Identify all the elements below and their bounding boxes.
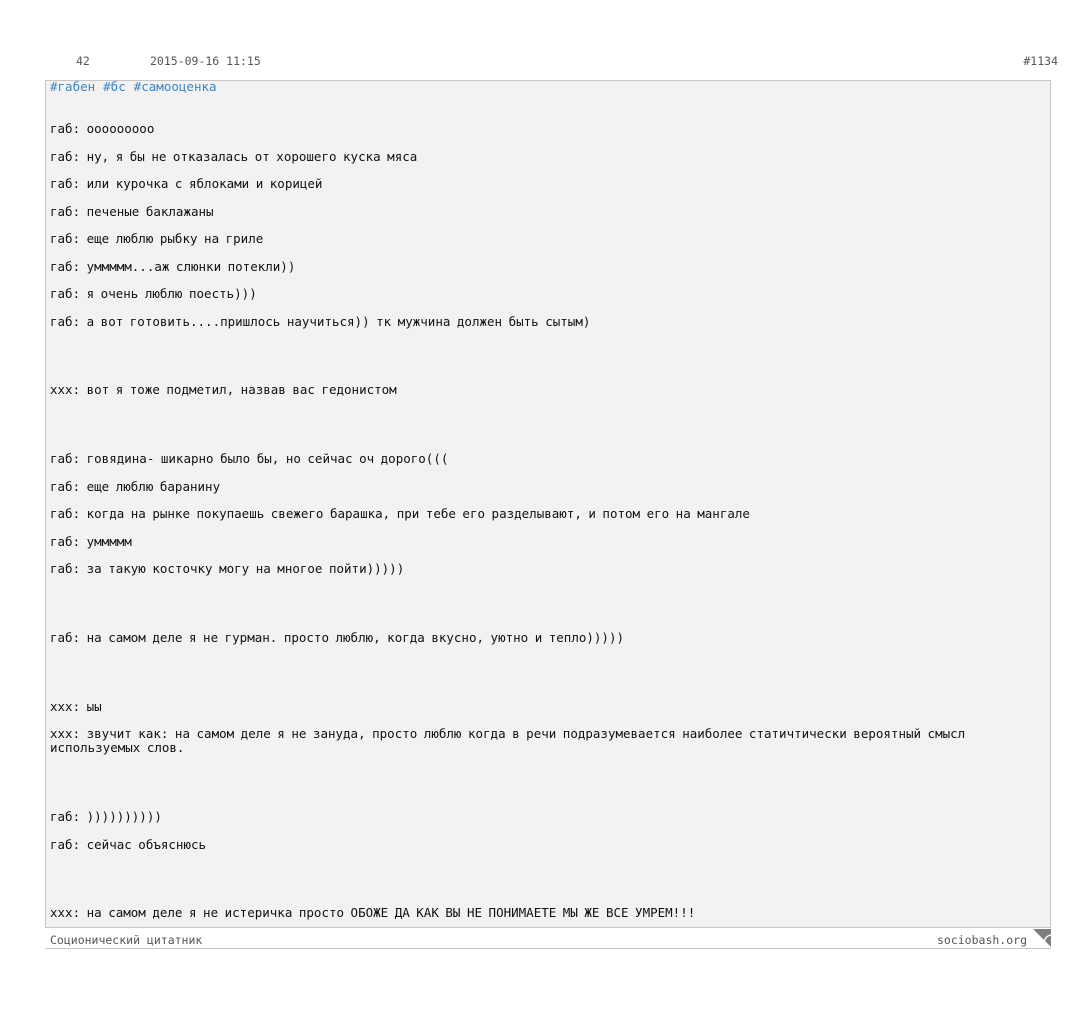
- quote-line: габ: печеные баклажаны: [50, 204, 214, 219]
- quote-meta: [0, 54, 1092, 70]
- quote-number-link[interactable]: #1134: [1023, 54, 1058, 68]
- quote-line: габ: на самом деле я не гурман. просто люблю, когда вкусно, уютно и тепло))))): [50, 630, 624, 645]
- quote-line: габ: уммммм...аж слюнки потекли)): [50, 259, 296, 274]
- quote-line: габ: а вот готовить....пришлось научиться)) тк мужчина должен быть сытым): [50, 314, 591, 329]
- quote-body: [45, 80, 1051, 928]
- quote-line: ххх: ыы: [50, 699, 102, 714]
- quote-line: габ: когда на рынке покупаешь свежего барашка, при тебе его разделывают, и потом его на мангале: [50, 506, 750, 521]
- quote-rating: 42: [76, 54, 90, 68]
- quote-line: габ: еще люблю баранину: [50, 479, 221, 494]
- tag-link-gaben[interactable]: #габен: [50, 79, 96, 94]
- page-curl-icon: [1033, 929, 1051, 947]
- quote-footer: [45, 929, 1051, 949]
- quote-line: габ: сейчас объяснюсь: [50, 837, 207, 852]
- quote-line: габ: я очень люблю поесть))): [50, 286, 257, 301]
- quote-line: габ: за такую косточку могу на многое пойти))))): [50, 561, 405, 576]
- quote-line: ххх: на самом деле я не истеричка просто ОБОЖЕ ДА КАК ВЫ НЕ ПОНИМАЕТЕ МЫ ЖЕ ВСЕ УМРЕМ!!!: [50, 905, 696, 920]
- quote-line: габ: или курочка с яблоками и корицей: [50, 176, 323, 191]
- quote-line: габ: )))))))))): [50, 809, 162, 824]
- site-url-link[interactable]: sociobash.org: [936, 933, 1027, 947]
- quote-date: 2015-09-16 11:15: [150, 54, 261, 68]
- quote-line: габ: ооооооооо: [50, 121, 155, 136]
- quote-line: ххх: вот я тоже подметил, назвав вас гедонистом: [50, 382, 397, 397]
- tag-link-bs[interactable]: #бс: [103, 79, 126, 94]
- quote-line: габ: еще люблю рыбку на гриле: [50, 231, 264, 246]
- quote-line: ххх: звучит как: на самом деле я не зануда, просто люблю когда в речи подразумевается наиболее статичтически вероятный смысл используемых слов.: [50, 726, 972, 755]
- quote-line: габ: ну, я бы не отказалась от хорошего куска мяса: [50, 149, 418, 164]
- site-title: Соционический цитатник: [50, 933, 203, 947]
- quote-line: габ: говядина- шикарно было бы, но сейчас оч дорого(((: [50, 451, 449, 466]
- tag-list: [50, 80, 225, 94]
- quote-line: габ: уммммм: [50, 534, 132, 549]
- tag-link-samoocenka[interactable]: #самооценка: [133, 79, 217, 94]
